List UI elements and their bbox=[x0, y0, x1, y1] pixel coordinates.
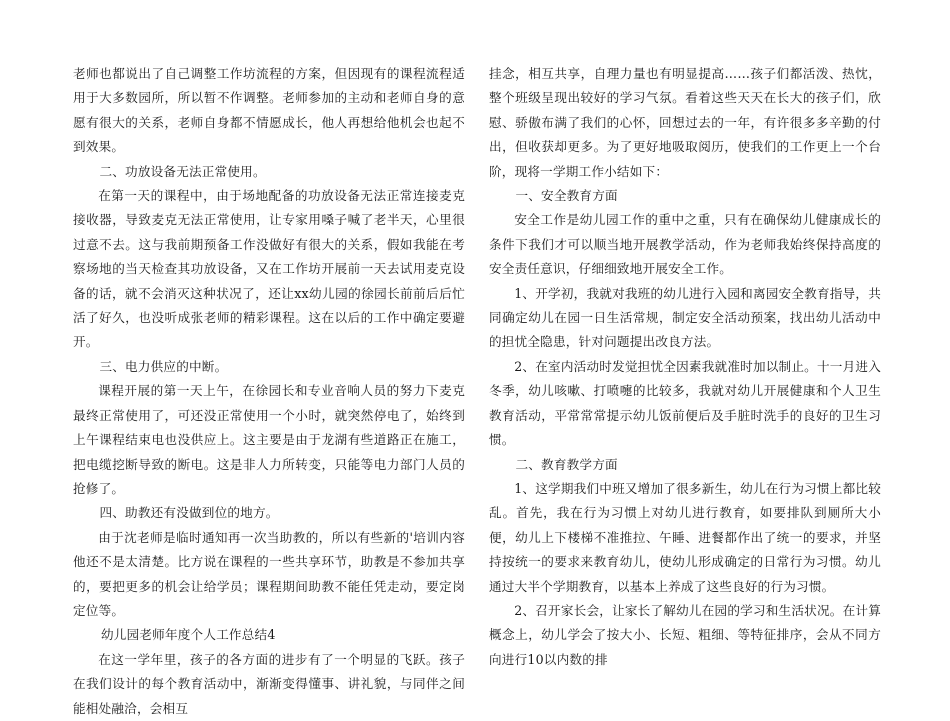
left-column bbox=[73, 62, 465, 721]
paragraph: 挂念，相互共享，自理力量也有明显提高……孩子们都活泼、热忱，整个班级呈现出较好的学习气氛。看着这些天天在长大的孩子们，欣慰、骄傲布满了我们的心怀，回想过去的一年，有许很多多辛勤的付出，但收获却更多。为了更好地吸取阅历，使我们的工作更上一个台阶，现将一学期工作小结如下： bbox=[489, 66, 881, 179]
right-column bbox=[489, 62, 881, 672]
paragraph: 课程开展的第一天上午，在徐园长和专业音响人员的努力下麦克最终正常使用了，可还没正常使用一个小时，就突然停电了，始终到上午课程结束电也没供应上。这主要是由于龙湖有些道路正在施工，把电缆挖断导致的断电。这是非人力所转变，只能等电力部门人员的抢修了。 bbox=[73, 383, 465, 496]
paragraph: 2、召开家长会，让家长了解幼儿在园的学习和生活状况。在计算概念上，幼儿学会了按大小、长短、粗细、等特征排序，会从不同方向进行10以内数的排 bbox=[489, 602, 881, 667]
paragraph: 2、在室内活动时发觉担忧全因素我就准时加以制止。十一月进入冬季，幼儿咳嗽、打喷嚏的比较多，我就对幼儿开展健康和个人卫生教育活动，平常常常提示幼儿饭前便后及手脏时洗手的良好的卫生习惯。 bbox=[489, 358, 881, 448]
article-title: 幼儿园老师年度个人工作总结4 bbox=[101, 627, 276, 643]
section-heading: 二、教育教学方面 bbox=[515, 456, 618, 472]
section-heading: 一、安全教育方面 bbox=[515, 188, 618, 204]
paragraph: 1、这学期我们中班又增加了很多新生，幼儿在行为习惯上都比较乱。首先，我在行为习惯上对幼儿进行教育，如要排队到厕所大小便，幼儿上下楼梯不准推拉、午睡、进餐都作出了统一的要求，并坚持按统一的要求来教育幼儿，使幼儿形成确定的日常行为习惯。幼儿通过大半个学期教育，以基本上养成了这些良好的行为习惯。 bbox=[489, 480, 881, 594]
section-heading: 三、电力供应的中断。 bbox=[99, 358, 228, 374]
section-heading: 四、助教还有没做到位的地方。 bbox=[99, 505, 279, 521]
paragraph: 在第一天的课程中，由于场地配备的功放设备无法正常连接麦克接收器，导致麦克无法正常使用，让专家用嗓子喊了老半天，心里很过意不去。这与我前期预备工作没做好有很大的关系，假如我能在考察场地的当天检查其功放设备，又在工作坊开展前一天去试用麦克设备的话，就不会消灭这种状况了，还让xx幼儿园的徐园长前前后后忙活了好久，也没听成张老师的精彩课程。这在以后的工作中确定要避开。 bbox=[73, 188, 465, 350]
paragraph: 老师也都说出了自己调整工作坊流程的方案，但因现有的课程流程适用于大多数园所，所以暂不作调整。老师参加的主动和老师自身的意愿有很大的关系，老师自身都不情愿成长，他人再想给他机会也起不到效果。 bbox=[73, 66, 465, 155]
paragraph: 由于沈老师是临时通知再一次当助教的，所以有些新的'培训内容他还不是太清楚。比方说在课程的一些共享环节，助教是不参加共享的，要把更多的机会让给学员；课程期间助教不能任凭走动，要定岗定位等。 bbox=[73, 529, 465, 618]
paragraph: 1、开学初，我就对我班的幼儿进行入园和离园安全教育指导，共同确定幼儿在园一日生活常规，制定安全活动预案，找出幼儿活动中的担忧全隐患，针对问题提出改良方法。 bbox=[489, 285, 881, 350]
paragraph: 在这一学年里，孩子的各方面的进步有了一个明显的飞跃。孩子在我们设计的每个教育活动中，渐渐变得懂事、讲礼貌，与同伴之间能相处融洽，会相互 bbox=[73, 651, 465, 716]
paragraph: 安全工作是幼儿园工作的重中之重，只有在确保幼儿健康成长的条件下我们才可以顺当地开展教学活动，作为老师我始终保持高度的安全责任意识，仔细细致地开展安全工作。 bbox=[489, 212, 881, 277]
section-heading: 二、功放设备无法正常使用。 bbox=[99, 163, 266, 179]
